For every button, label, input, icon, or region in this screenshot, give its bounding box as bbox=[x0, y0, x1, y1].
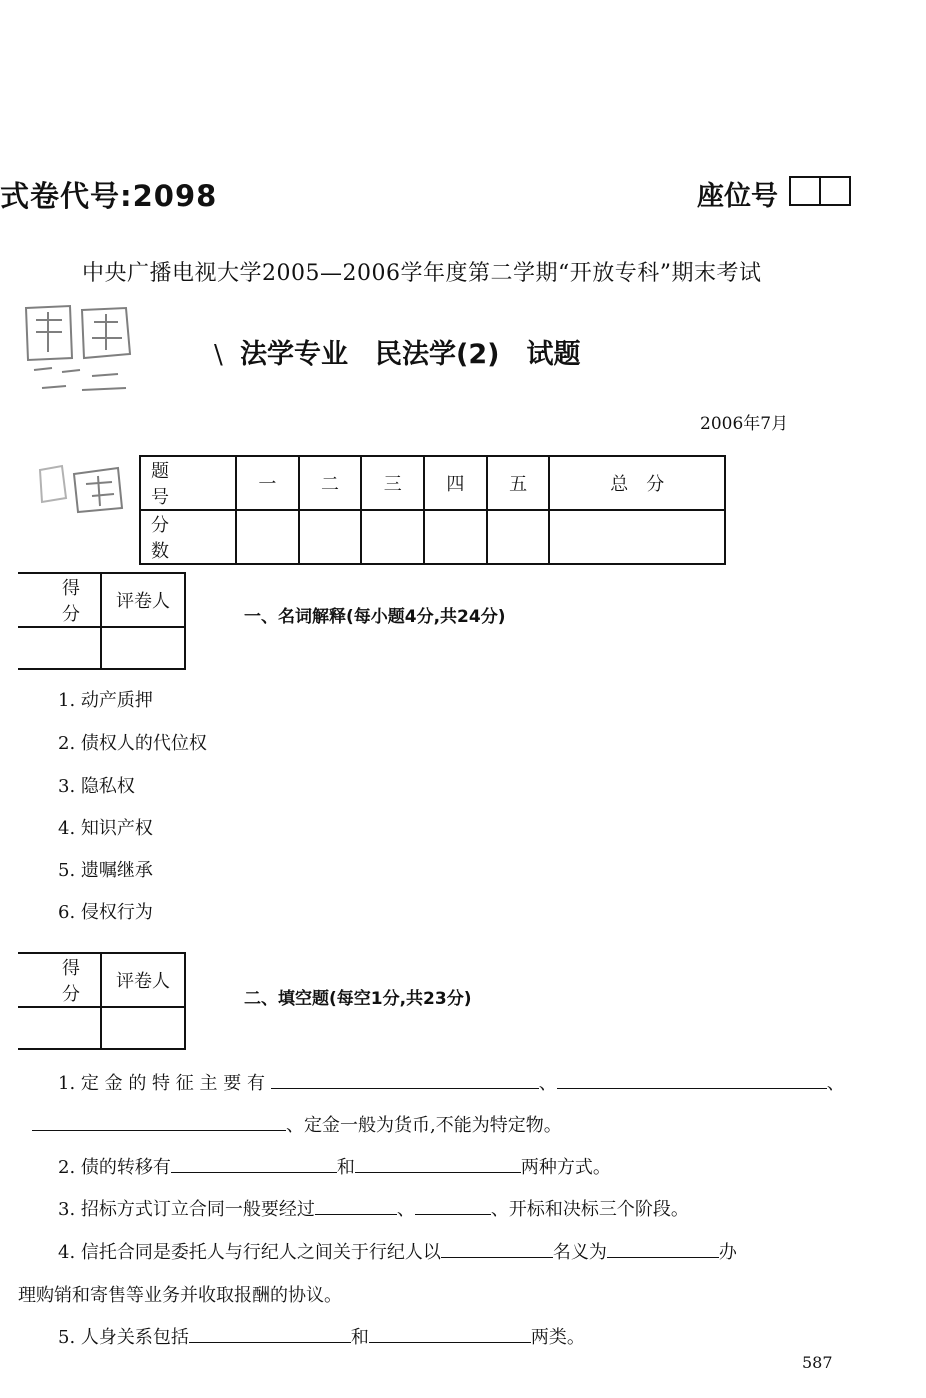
col-header-total: 总 分 bbox=[549, 456, 725, 510]
exam-code: 式卷代号:2098 bbox=[0, 179, 218, 213]
q2-end: 两种方式。 bbox=[520, 1157, 611, 1178]
fill-question-3 bbox=[58, 1195, 689, 1221]
section1-title: 一、名词解释(每小题4分,共24分) bbox=[244, 607, 506, 627]
grader-name-label: 评卷人 bbox=[101, 953, 185, 1007]
faded-stamp bbox=[22, 298, 140, 530]
q3-end: 、开标和决标三个阶段。 bbox=[490, 1199, 689, 1220]
answer-blank bbox=[171, 1154, 337, 1173]
grader-score-cell bbox=[18, 627, 101, 669]
grader-name-cell bbox=[101, 1007, 185, 1049]
grader-name-label: 评卷人 bbox=[101, 573, 185, 627]
q2-mid: 和 bbox=[336, 1157, 355, 1178]
fill-question-4 bbox=[58, 1238, 737, 1264]
grader-box-section2 bbox=[18, 952, 186, 1050]
page-number: 587 bbox=[802, 1353, 833, 1372]
q3-mid: 、 bbox=[396, 1199, 415, 1220]
q2-text: 2. 债的转移有 bbox=[58, 1157, 171, 1178]
q4-mid: 名义为 bbox=[552, 1242, 607, 1263]
answer-blank bbox=[441, 1239, 553, 1258]
answer-blank bbox=[315, 1196, 397, 1215]
seat-number-label: 座位号 bbox=[697, 181, 778, 212]
col-header-5: 五 bbox=[487, 456, 550, 510]
score-cell bbox=[549, 510, 725, 564]
answer-blank bbox=[557, 1070, 827, 1089]
section2-title: 二、填空题(每空1分,共23分) bbox=[244, 989, 472, 1009]
section1-item: 2. 债权人的代位权 bbox=[58, 733, 207, 754]
answer-blank bbox=[189, 1324, 351, 1343]
score-cell bbox=[487, 510, 550, 564]
col-header-1: 一 bbox=[236, 456, 299, 510]
answer-blank bbox=[369, 1324, 531, 1343]
grader-score-label: 得 分 bbox=[18, 953, 101, 1007]
exam-date: 2006年7月 bbox=[700, 414, 789, 434]
section1-item: 5. 遗嘱继承 bbox=[58, 860, 153, 881]
score-table-score-row bbox=[140, 510, 725, 564]
grader-score-label: 得 分 bbox=[18, 573, 101, 627]
section1-item: 1. 动产质押 bbox=[58, 690, 153, 711]
section1-item: 3. 隐私权 bbox=[58, 776, 135, 797]
exam-name: 中央广播电视大学2005—2006学年度第二学期“开放专科”期末考试 bbox=[82, 261, 762, 286]
fill-question-4-cont: 理购销和寄售等业务并收取报酬的协议。 bbox=[18, 1285, 342, 1306]
col-header-2: 二 bbox=[299, 456, 362, 510]
answer-blank bbox=[607, 1239, 719, 1258]
score-cell bbox=[236, 510, 299, 564]
q4-text: 4. 信托合同是委托人与行纪人之间关于行纪人以 bbox=[58, 1242, 441, 1263]
fill-question-1 bbox=[58, 1069, 845, 1095]
fill-question-5 bbox=[58, 1323, 585, 1349]
q1-text-end: 、定金一般为货币,不能为特定物。 bbox=[286, 1115, 562, 1136]
seat-number-boxes bbox=[789, 176, 851, 206]
seat-box bbox=[791, 178, 821, 204]
scan-mark: \ bbox=[214, 340, 223, 370]
score-cell bbox=[424, 510, 487, 564]
section1-item: 4. 知识产权 bbox=[58, 818, 153, 839]
score-label: 分 数 bbox=[140, 510, 236, 564]
score-table-header-row bbox=[140, 456, 725, 510]
q1-text: 1. 定 金 的 特 征 主 要 有 bbox=[58, 1073, 265, 1094]
answer-blank bbox=[415, 1196, 491, 1215]
col-header-3: 三 bbox=[361, 456, 424, 510]
answer-blank bbox=[32, 1112, 286, 1131]
score-table bbox=[139, 455, 726, 565]
seat-box bbox=[821, 178, 849, 204]
answer-blank bbox=[355, 1154, 521, 1173]
q1-separator: 、 bbox=[826, 1073, 845, 1094]
section1-item: 6. 侵权行为 bbox=[58, 902, 153, 923]
fill-question-1-cont bbox=[32, 1111, 562, 1137]
score-cell bbox=[299, 510, 362, 564]
question-number-label: 题 号 bbox=[140, 456, 236, 510]
answer-blank bbox=[271, 1070, 539, 1089]
grader-score-cell bbox=[18, 1007, 101, 1049]
col-header-4: 四 bbox=[424, 456, 487, 510]
score-cell bbox=[361, 510, 424, 564]
subject-title: 法学专业 民法学(2) 试题 bbox=[240, 339, 581, 370]
q3-text: 3. 招标方式订立合同一般要经过 bbox=[58, 1199, 315, 1220]
q5-text: 5. 人身关系包括 bbox=[58, 1327, 189, 1348]
fill-question-2 bbox=[58, 1153, 611, 1179]
grader-name-cell bbox=[101, 627, 185, 669]
grader-box-section1 bbox=[18, 572, 186, 670]
q5-end: 两类。 bbox=[530, 1327, 585, 1348]
q4-end: 办 bbox=[718, 1242, 737, 1263]
q1-separator: 、 bbox=[538, 1073, 557, 1094]
q5-mid: 和 bbox=[350, 1327, 369, 1348]
